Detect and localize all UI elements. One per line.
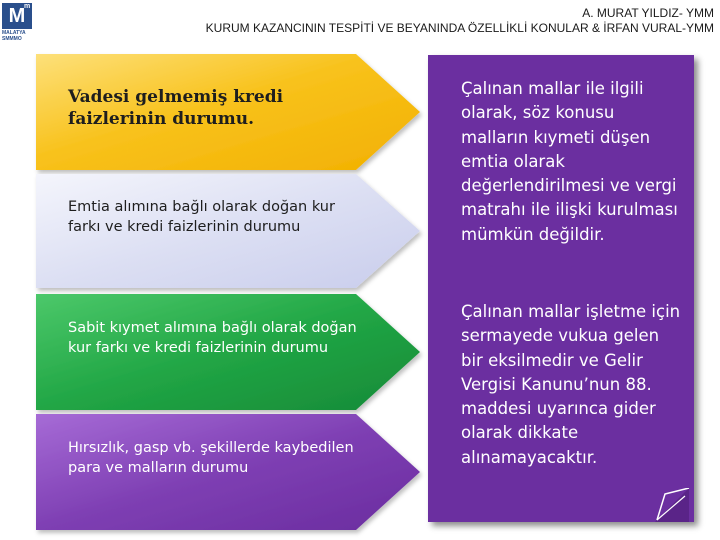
page-curl-icon — [655, 488, 695, 524]
info-paragraph-2: Çalınan mallar işletme için sermayede vukua gelen bir eksilmedir ve Gelir Vergisi Kanunu’nun 88. maddesi uyarınca gider olarak dikkate alınamayacaktır. — [461, 302, 681, 467]
arrow-4-label: Hırsızlık, gasp vb. şekillerde kaybedilen para ve malların durumu — [68, 440, 354, 476]
arrow-1-label: Vadesi gelmemiş kredi faizlerinin durumu. — [68, 87, 284, 129]
header-author: A. MURAT YILDIZ- YMM — [582, 6, 714, 20]
logo-caption: MALATYA SMMMO — [2, 30, 26, 42]
header-title: KURUM KAZANCININ TESPİTİ VE BEYANINDA ÖZELLİKLİ KONULAR & İRFAN VURAL-YMM — [205, 21, 714, 35]
arrow-3-label: Sabit kıymet alımına bağlı olarak doğan kur farkı ve kredi faizlerinin durumu — [68, 320, 357, 356]
arrow-2-label: Emtia alımına bağlı olarak doğan kur farkı ve kredi faizlerinin durumu — [68, 199, 335, 235]
info-paragraph-1: Çalınan mallar ile ilgili olarak, söz konusu malların kıymeti düşen emtia olarak değerlendirilmesi ve vergi matrahı ile ilişki kurulması mümkün değildir. — [461, 79, 678, 244]
logo-mark: M — [2, 3, 32, 29]
logo-sup: m — [24, 3, 31, 10]
